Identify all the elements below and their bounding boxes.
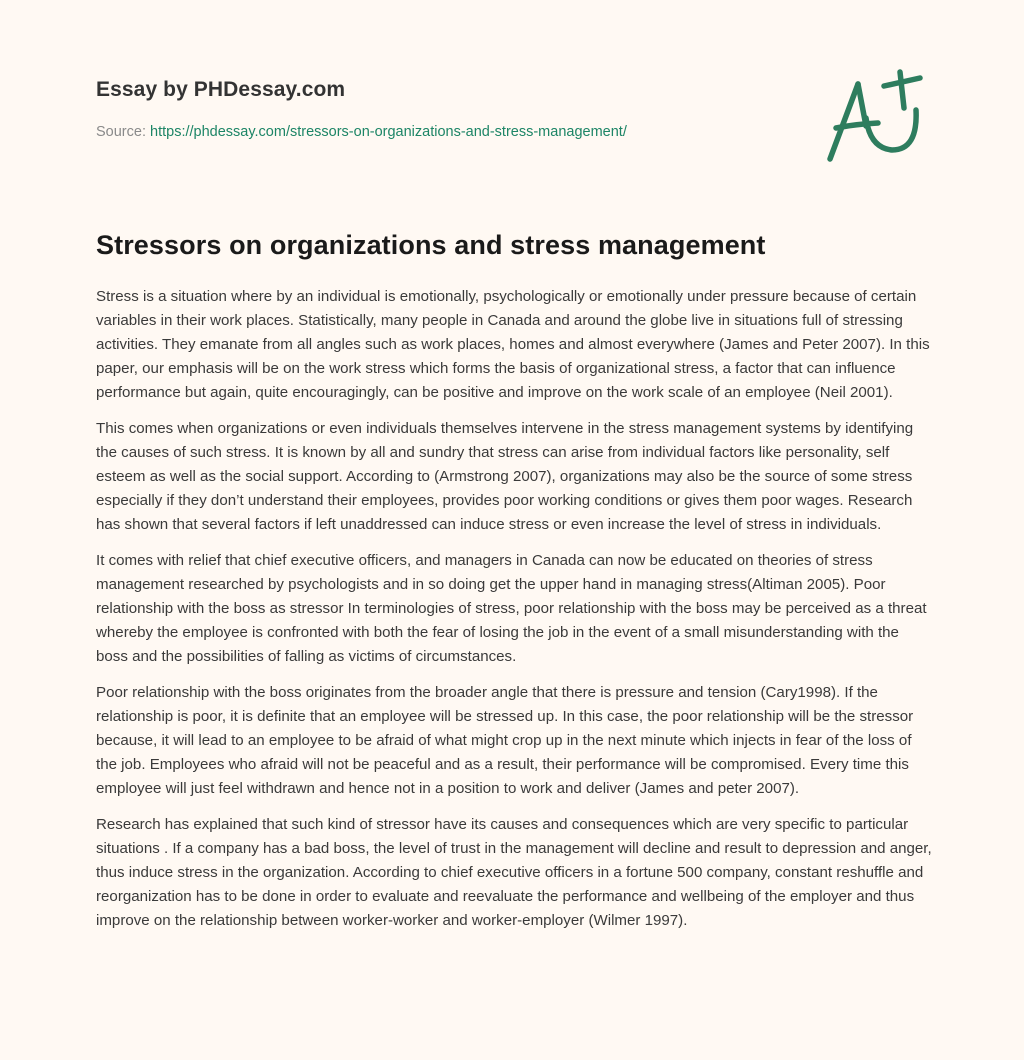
a-plus-grade-icon <box>820 66 932 166</box>
source-link[interactable]: https://phdessay.com/stressors-on-organizations-and-stress-management/ <box>150 124 627 140</box>
essay-title: Stressors on organizations and stress management <box>96 230 766 260</box>
brand-title: Essay by PHDessay.com <box>96 78 346 101</box>
essay-paragraph: Poor relationship with the boss originates from the broader angle that there is pressure and tension (Cary1998). If the relationship is poor, it is definite that an employee will be stressed up. In this case, the poor relationship will be the stressor because, it will lead to an employee to be afraid of what might crop up in the next minute which injects in fear of the loss of the job. Employees who afraid will not be peaceful and as a result, their performance will be compromised. Every time this employee will just feel withdrawn and hence not in a position to work and deliver (James and peter 2007). <box>96 684 914 797</box>
source-line <box>96 122 796 142</box>
source-label: Source: <box>96 124 146 140</box>
essay-body <box>96 285 932 945</box>
essay-paragraph: Research has explained that such kind of stressor have its causes and consequences which are very specific to particular situations . If a company has a bad boss, the level of trust in the management will decline and result to depression and anger, thus induce stress in the organization. According to chief executive officers in a fortune 500 company, constant reshuffle and reorganization has to be done in order to evaluate and reevaluate the performance and wellbeing of the employer and thus improve on the relationship between worker-worker and worker-employer (Wilmer 1997). <box>96 816 932 929</box>
essay-paragraph: This comes when organizations or even individuals themselves intervene in the stress management systems by identifying the causes of such stress. It is known by all and sundry that stress can arise from individual factors like personality, self esteem as well as the social support. According to (Armstrong 2007), organizations may also be the source of some stress especially if they don’t understand their employees, provides poor working conditions or gives them poor wages. Research has shown that several factors if left unaddressed can induce stress or even increase the level of stress in individuals. <box>96 420 914 533</box>
page-header <box>96 76 796 142</box>
essay-paragraph: Stress is a situation where by an individual is emotionally, psychologically or emotionally under pressure because of certain variables in their work places. Statistically, many people in Canada and around the globe live in situations full of stressing activities. They emanate from all angles such as work places, homes and almost everywhere (James and Peter 2007). In this paper, our emphasis will be on the work stress which forms the basis of organizational stress, a factor that can influence performance but again, quite encouragingly, can be positive and improve on the work scale of an employee (Neil 2001). <box>96 288 930 401</box>
essay-paragraph: It comes with relief that chief executive officers, and managers in Canada can now be educated on theories of stress management researched by psychologists and in so doing get the upper hand in managing stress(Altiman 2005). Poor relationship with the boss as stressor In terminologies of stress, poor relationship with the boss may be perceived as a threat whereby the employee is confronted with both the fear of losing the job in the event of a small misunderstanding with the boss and the possibilities of falling as victims of circumstances. <box>96 552 927 665</box>
